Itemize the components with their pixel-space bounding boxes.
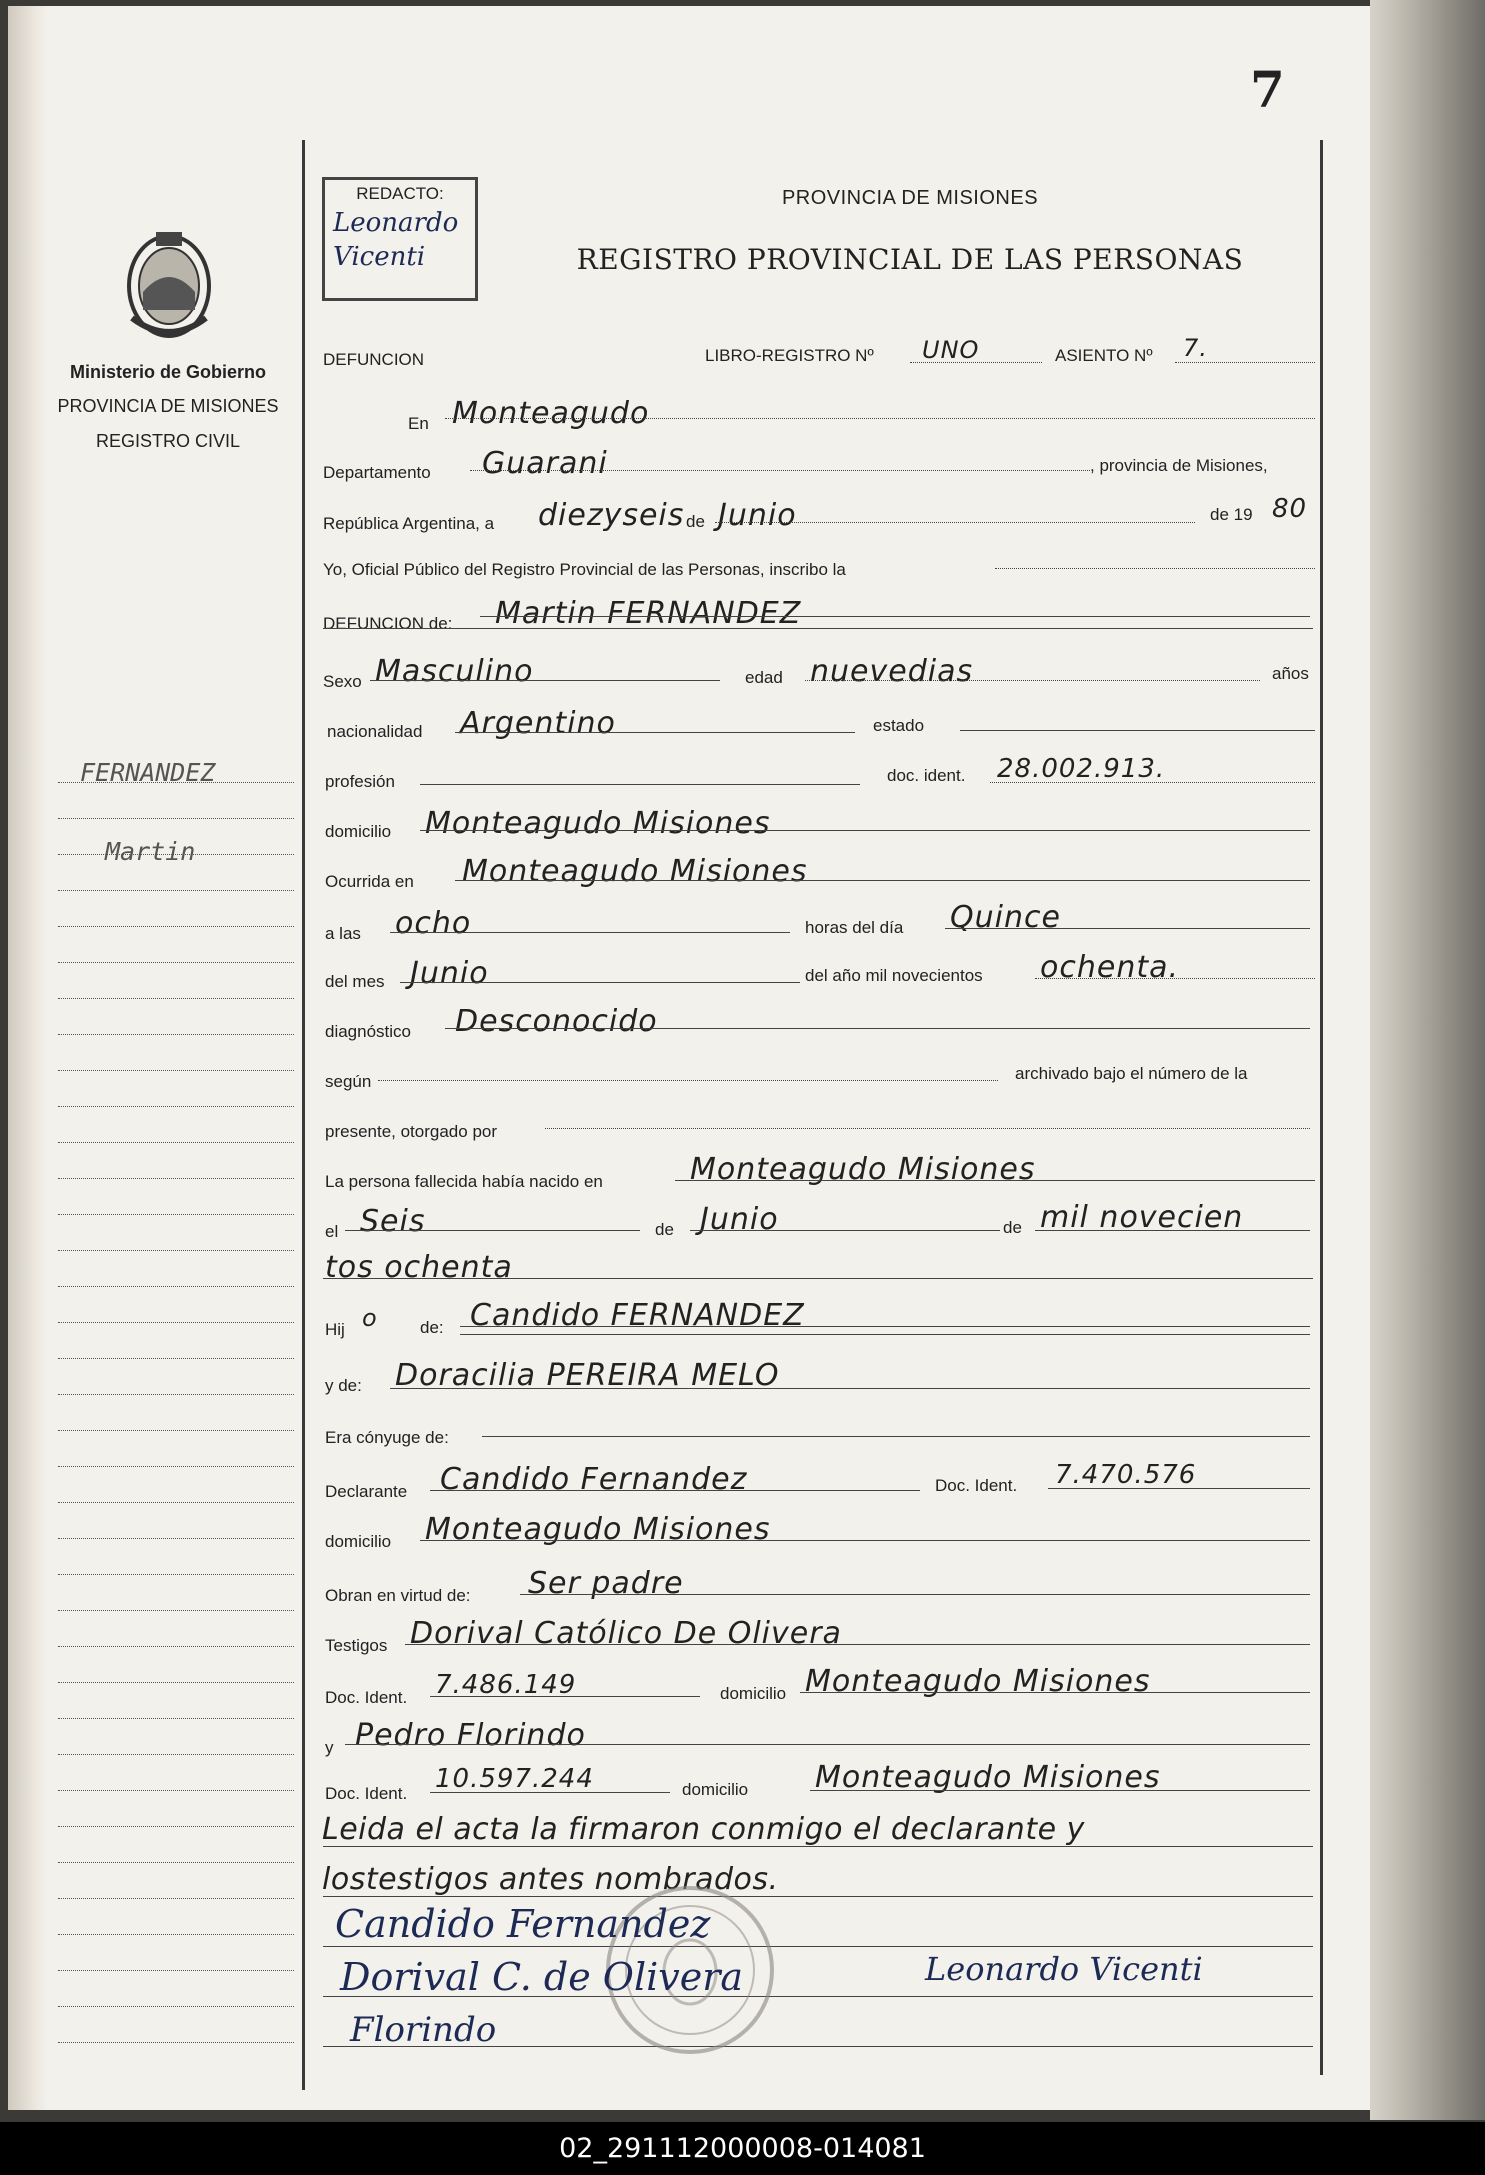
- departamento-value: Guarani: [482, 446, 608, 481]
- oficial-text: Yo, Oficial Público del Registro Provincial de las Personas, inscribo la: [323, 560, 846, 579]
- departamento-label: Departamento: [323, 463, 431, 482]
- margin-ruled-line: [58, 962, 294, 963]
- margin-surname: FERNANDEZ: [80, 758, 216, 787]
- continued-value: tos ochenta: [325, 1250, 513, 1285]
- margin-ruled-line: [58, 1682, 294, 1683]
- del-ano-label: del año mil novecientos: [805, 966, 983, 985]
- ocurrida-label: Ocurrida en: [325, 872, 414, 891]
- doc-ident-value: 28.002.913.: [997, 754, 1166, 784]
- deceased-name: Martin FERNANDEZ: [495, 596, 802, 631]
- profesion-label: profesión: [325, 772, 395, 791]
- obran-label: Obran en virtud de:: [325, 1586, 471, 1605]
- decl-doc-value: 7.470.576: [1055, 1460, 1197, 1490]
- margin-ruled-line: [58, 1070, 294, 1071]
- margin-ruled-line: [58, 1538, 294, 1539]
- t1-doc-value: 7.486.149: [435, 1670, 577, 1700]
- decl-domicilio-label: domicilio: [325, 1532, 392, 1551]
- margin-ruled-line: [58, 1646, 294, 1647]
- a-las-value: ocho: [395, 906, 472, 941]
- margin-ruled-line: [58, 1214, 294, 1215]
- margin-ruled-line: [58, 1610, 294, 1611]
- nacionalidad-value: Argentino: [460, 706, 616, 741]
- book-edge: [1370, 0, 1485, 2120]
- form-right-rule: [1320, 140, 1323, 2075]
- en-label: En: [408, 414, 429, 433]
- margin-ruled-line: [58, 1502, 294, 1503]
- year-value: 80: [1272, 494, 1308, 524]
- a-las-label: a las: [325, 924, 361, 943]
- form-left-rule: [302, 140, 305, 2090]
- ministerio-label: Ministerio de Gobierno: [69, 362, 266, 382]
- provincia-suffix: , provincia de Misiones,: [1090, 456, 1268, 475]
- decl-domicilio-value: Monteagudo Misiones: [425, 1512, 771, 1547]
- t1-doc-label: Doc. Ident.: [325, 1688, 408, 1707]
- margin-ruled-line: [58, 1142, 294, 1143]
- defuncion-heading: DEFUNCION: [323, 350, 425, 369]
- del-mes-value: Junio: [410, 956, 489, 991]
- margin-ruled-line: [58, 926, 294, 927]
- signature-testigo-2: Florindo: [350, 2010, 497, 2050]
- margin-given-name: Martin: [105, 837, 196, 866]
- y-de-label: y de:: [325, 1376, 362, 1395]
- edad-label: edad: [745, 668, 783, 687]
- anos-label: años: [1272, 664, 1309, 683]
- diagnostico-value: Desconocido: [455, 1004, 658, 1039]
- margin-ruled-line: [58, 998, 294, 999]
- archivado-label: archivado bajo el número de la: [1015, 1064, 1248, 1083]
- margin-ruled-line: [58, 1034, 294, 1035]
- margin-ruled-line: [58, 890, 294, 891]
- t1-dom-value: Monteagudo Misiones: [805, 1664, 1151, 1699]
- de3-label: de: [1003, 1218, 1022, 1237]
- signature-declarante: Candido Fernandez: [335, 1902, 711, 1946]
- margin-ruled-line: [58, 2006, 294, 2007]
- ocurrida-value: Monteagudo Misiones: [462, 854, 808, 889]
- obran-value: Ser padre: [528, 1566, 684, 1601]
- redacto-box: [322, 177, 478, 301]
- province-label: PROVINCIA DE MISIONES: [57, 396, 279, 416]
- horas-label: horas del día: [805, 918, 904, 937]
- del-ano-value: ochenta.: [1040, 950, 1180, 985]
- redacto-label: REDACTO:: [356, 184, 444, 203]
- asiento-label: ASIENTO Nº: [1055, 346, 1153, 365]
- nacido-value: Monteagudo Misiones: [690, 1152, 1036, 1187]
- nacido-label: La persona fallecida había nacido en: [325, 1172, 603, 1191]
- margin-ruled-line: [58, 2042, 294, 2043]
- margin-ruled-line: [58, 1106, 294, 1107]
- margin-ruled-line: [58, 1466, 294, 1467]
- nacionalidad-label: nacionalidad: [327, 722, 423, 741]
- signature-oficial: Leonardo Vicenti: [925, 1950, 1203, 1988]
- declarante-value: Candido Fernandez: [440, 1462, 748, 1497]
- margin-ruled-line: [58, 1790, 294, 1791]
- mes-value: Junio: [718, 498, 797, 533]
- margin-ruled-line: [58, 1250, 294, 1251]
- margin-ruled-line: [58, 1394, 294, 1395]
- dia-muerte-value: Quince: [950, 900, 1061, 935]
- province-title: PROVINCIA DE MISIONES: [781, 187, 1039, 209]
- en-value: Monteagudo: [452, 396, 650, 431]
- margin-ruled-line: [58, 1970, 294, 1971]
- de2-value: Junio: [700, 1202, 779, 1237]
- margin-ruled-line: [58, 1178, 294, 1179]
- t2-doc-value: 10.597.244: [435, 1764, 594, 1794]
- republica-label: República Argentina, a: [323, 514, 495, 533]
- t2-dom-value: Monteagudo Misiones: [815, 1760, 1161, 1795]
- registro-civil-label: REGISTRO CIVIL: [95, 431, 241, 451]
- closing-line-2: lostestigos antes nombrados.: [322, 1862, 779, 1897]
- sexo-label: Sexo: [323, 672, 362, 691]
- y-label: y: [325, 1738, 334, 1757]
- margin-ruled-line: [58, 1358, 294, 1359]
- margin-ruled-line: [58, 1934, 294, 1935]
- del-mes-label: del mes: [325, 972, 385, 991]
- segun-label: según: [325, 1072, 372, 1091]
- madre-value: Doracilia PEREIRA MELO: [395, 1358, 780, 1393]
- closing-line-1: Leida el acta la firmaron conmigo el declarante y: [322, 1812, 1085, 1847]
- hij-label: Hij: [325, 1320, 345, 1339]
- domicilio-value: Monteagudo Misiones: [425, 806, 771, 841]
- hij-de-label: de:: [420, 1318, 444, 1337]
- margin-ruled-line: [58, 1718, 294, 1719]
- margin-ruled-line: [58, 1574, 294, 1575]
- testigos-label: Testigos: [325, 1636, 388, 1655]
- estado-label: estado: [873, 716, 925, 735]
- el-label: el: [325, 1222, 339, 1241]
- testigo1-value: Dorival Católico De Olivera: [410, 1616, 842, 1651]
- hij-value: o: [362, 1304, 378, 1332]
- decl-doc-label: Doc. Ident.: [935, 1476, 1018, 1495]
- conyuge-label: Era cónyuge de:: [325, 1428, 449, 1447]
- t2-dom-label: domicilio: [682, 1780, 749, 1799]
- de-label: de: [686, 512, 705, 531]
- signature-testigo-1: Dorival C. de Olivera: [340, 1955, 744, 1999]
- padre-value: Candido FERNANDEZ: [470, 1298, 805, 1333]
- page-number: 7: [1250, 60, 1285, 119]
- asiento-value: 7.: [1183, 334, 1208, 362]
- province-crest-icon: [118, 222, 220, 346]
- margin-ruled-line: [58, 1430, 294, 1431]
- libro-value: UNO: [922, 336, 980, 364]
- margin-ruled-line: [58, 1862, 294, 1863]
- doc-ident-label: doc. ident.: [887, 766, 966, 785]
- margin-ruled-line: [58, 1826, 294, 1827]
- margin-ruled-line: [58, 1754, 294, 1755]
- margin-ruled-line: [58, 1898, 294, 1899]
- t2-doc-label: Doc. Ident.: [325, 1784, 408, 1803]
- de3-value: mil novecien: [1040, 1200, 1244, 1235]
- image-id-footer: 02_291112000008-014081: [0, 2122, 1485, 2175]
- libro-label: LIBRO-REGISTRO Nº: [705, 346, 874, 365]
- sexo-value: Masculino: [375, 654, 534, 689]
- presente-label: presente, otorgado por: [325, 1122, 498, 1141]
- declarante-label: Declarante: [325, 1482, 408, 1501]
- margin-ruled-line: [58, 1322, 294, 1323]
- edad-value: nuevedias: [810, 654, 974, 689]
- testigo2-value: Pedro Florindo: [355, 1718, 586, 1753]
- dia-value: diezyseis: [538, 498, 685, 533]
- book-binding: [8, 6, 48, 2110]
- el-value: Seis: [360, 1204, 426, 1239]
- de2-label: de: [655, 1220, 674, 1239]
- de-year-label: de 19: [1210, 505, 1253, 524]
- domicilio-label: domicilio: [325, 822, 392, 841]
- registry-title: REGISTRO PROVINCIAL DE LAS PERSONAS: [576, 243, 1244, 276]
- margin-ruled-line: [58, 1286, 294, 1287]
- redacto-signature: Leonardo Vicenti: [333, 208, 459, 272]
- t1-dom-label: domicilio: [720, 1684, 787, 1703]
- defuncion-de-label: DEFUNCION de:: [323, 614, 453, 633]
- diagnostico-label: diagnóstico: [325, 1022, 412, 1041]
- margin-ruled-line: [58, 818, 294, 819]
